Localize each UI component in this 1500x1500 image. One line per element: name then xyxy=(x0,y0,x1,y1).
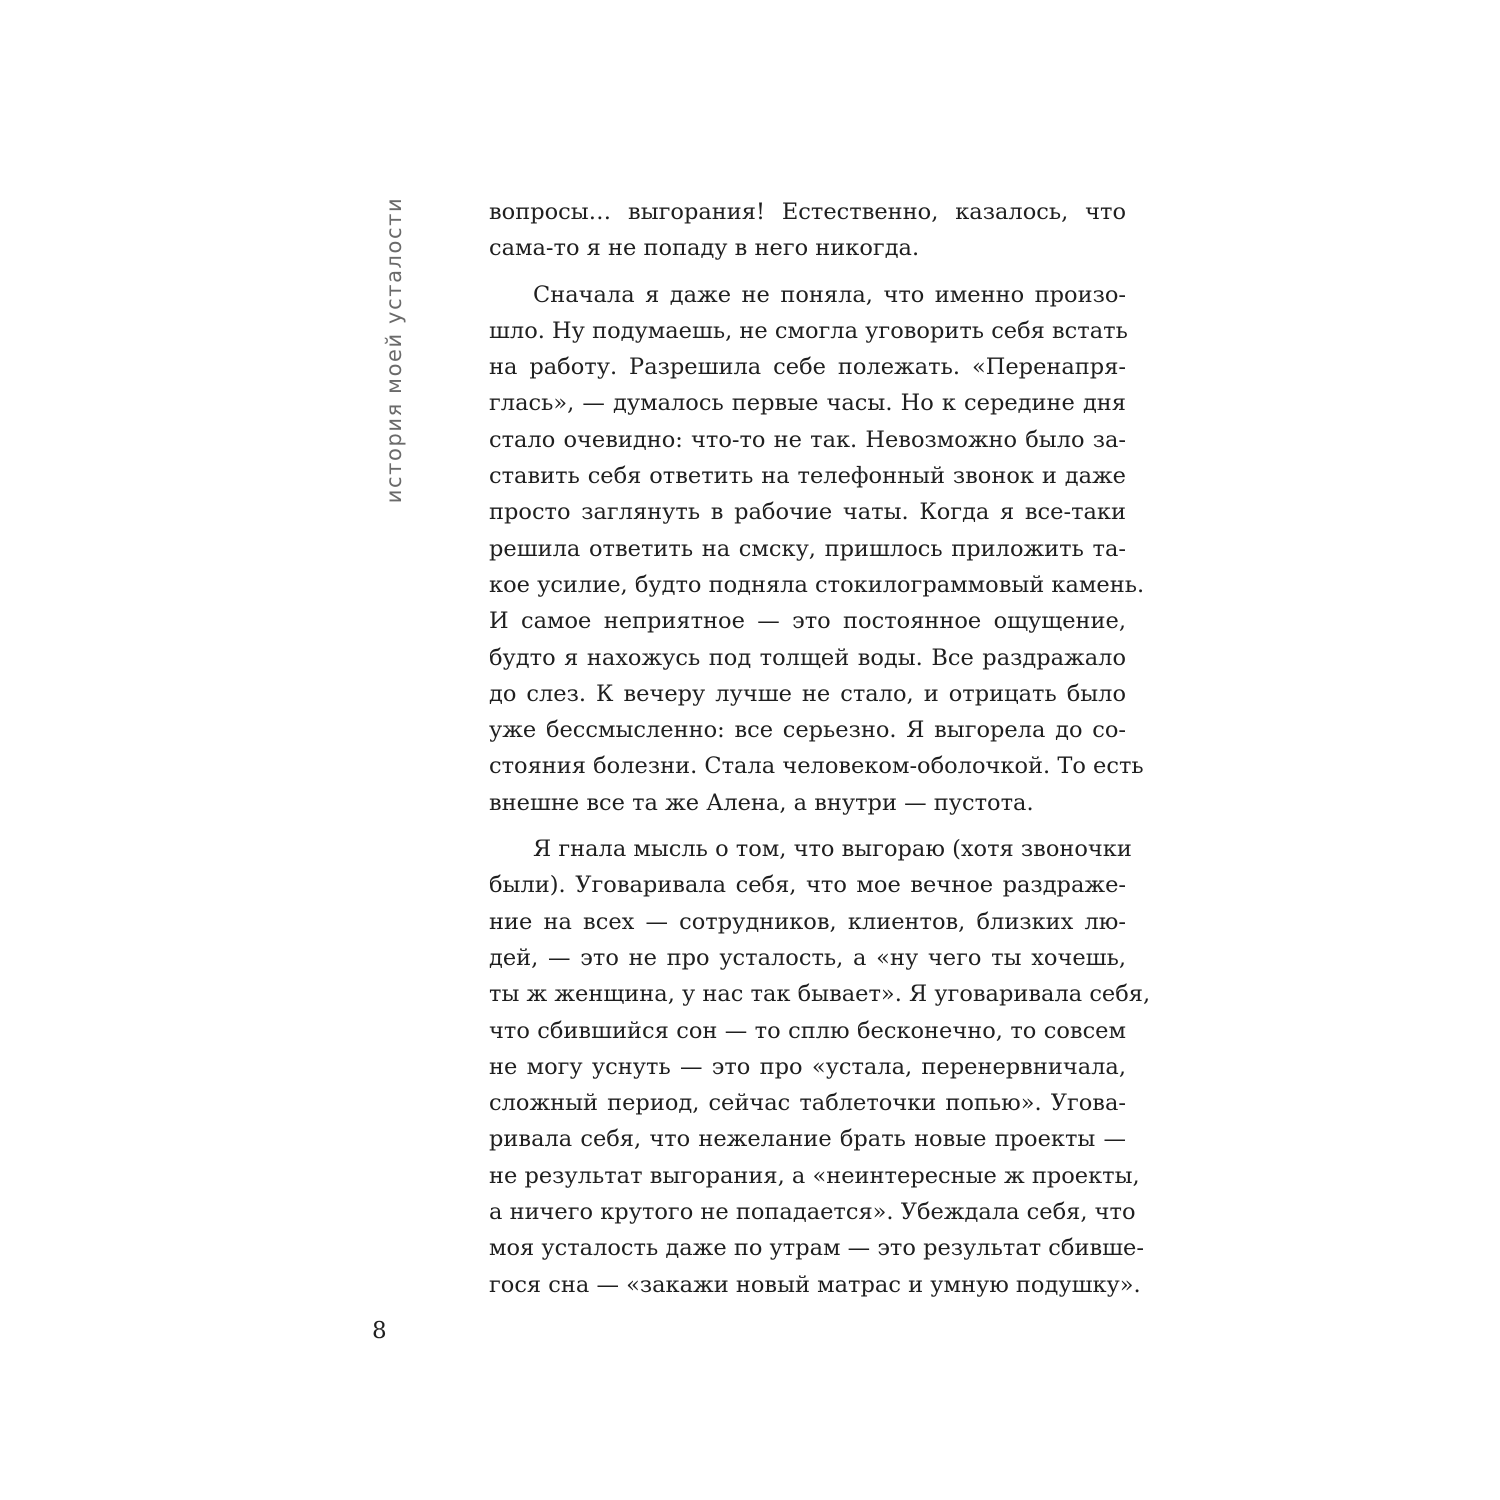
text-line: глась», — думалось первые часы. Но к середине дня xyxy=(489,390,1126,417)
text-line: Сначала я даже не поняла, что именно произо- xyxy=(533,281,1126,308)
paragraph-1 xyxy=(489,194,1126,267)
text-line: вопросы… выгорания! Естественно, казалось, что xyxy=(489,199,1126,225)
running-head: история моей усталости xyxy=(382,196,406,504)
text-line: ты ж женщина, у нас так бывает». Я уговаривала себя, xyxy=(489,981,1151,1008)
body-text xyxy=(489,194,1151,1303)
text-line: будто я нахожусь под толщей воды. Все раздражало xyxy=(489,644,1126,671)
text-line: ние на всех — сотрудников, клиентов, близких лю- xyxy=(489,908,1126,935)
text-line: кое усилие, будто подняла стокилограммовый камень. xyxy=(489,571,1145,598)
text-line: что сбившийся сон — то сплю бесконечно, то совсем xyxy=(489,1017,1126,1044)
text-line: были). Уговаривала себя, что мое вечное раздраже- xyxy=(489,872,1126,899)
text-line: не результат выгорания, а «неинтересные ж проекты, xyxy=(489,1162,1140,1189)
text-line: моя усталость даже по утрам — это результат сбивше- xyxy=(489,1235,1144,1262)
text-line: шло. Ну подумаешь, не смогла уговорить себя встать xyxy=(489,317,1128,344)
text-line: Я гнала мысль о том, что выгораю (хотя звоночки xyxy=(533,836,1132,863)
text-line: стояния болезни. Стала человеком-оболочкой. То есть xyxy=(489,753,1144,780)
text-line: не могу уснуть — это про «устала, перенервничала, xyxy=(489,1053,1126,1080)
paragraph-2 xyxy=(489,277,1145,821)
text-line: а ничего крутого не попадается». Убеждала себя, что xyxy=(489,1199,1136,1226)
text-line: ривала себя, что нежелание брать новые проекты — xyxy=(489,1126,1126,1153)
text-line: внешне все та же Алена, а внутри — пустота. xyxy=(489,789,1034,816)
text-line: решила ответить на смску, пришлось приложить та- xyxy=(489,535,1126,562)
text-line: ставить себя ответить на телефонный звонок и даже xyxy=(489,463,1126,490)
paragraph-3 xyxy=(489,831,1151,1303)
text-line: на работу. Разрешила себе полежать. «Перенапря- xyxy=(489,354,1126,381)
text-line: И самое неприятное — это постоянное ощущение, xyxy=(489,608,1126,635)
text-line: стало очевидно: что-то не так. Невозможно было за- xyxy=(489,426,1126,453)
text-line: сама-то я не попаду в него никогда. xyxy=(489,235,920,262)
page-number: 8 xyxy=(372,1318,387,1344)
text-line: до слез. К вечеру лучше не стало, и отрицать было xyxy=(489,680,1126,707)
text-line: сложный период, сейчас таблеточки попью». Угова- xyxy=(489,1090,1126,1117)
text-line: гося сна — «закажи новый матрас и умную подушку». xyxy=(489,1271,1141,1298)
text-line: дей, — это не про усталость, а «ну чего ты хочешь, xyxy=(489,944,1126,971)
text-line: просто заглянуть в рабочие чаты. Когда я все-таки xyxy=(489,499,1126,526)
text-line: уже бессмысленно: все серьезно. Я выгорела до со- xyxy=(489,717,1126,744)
